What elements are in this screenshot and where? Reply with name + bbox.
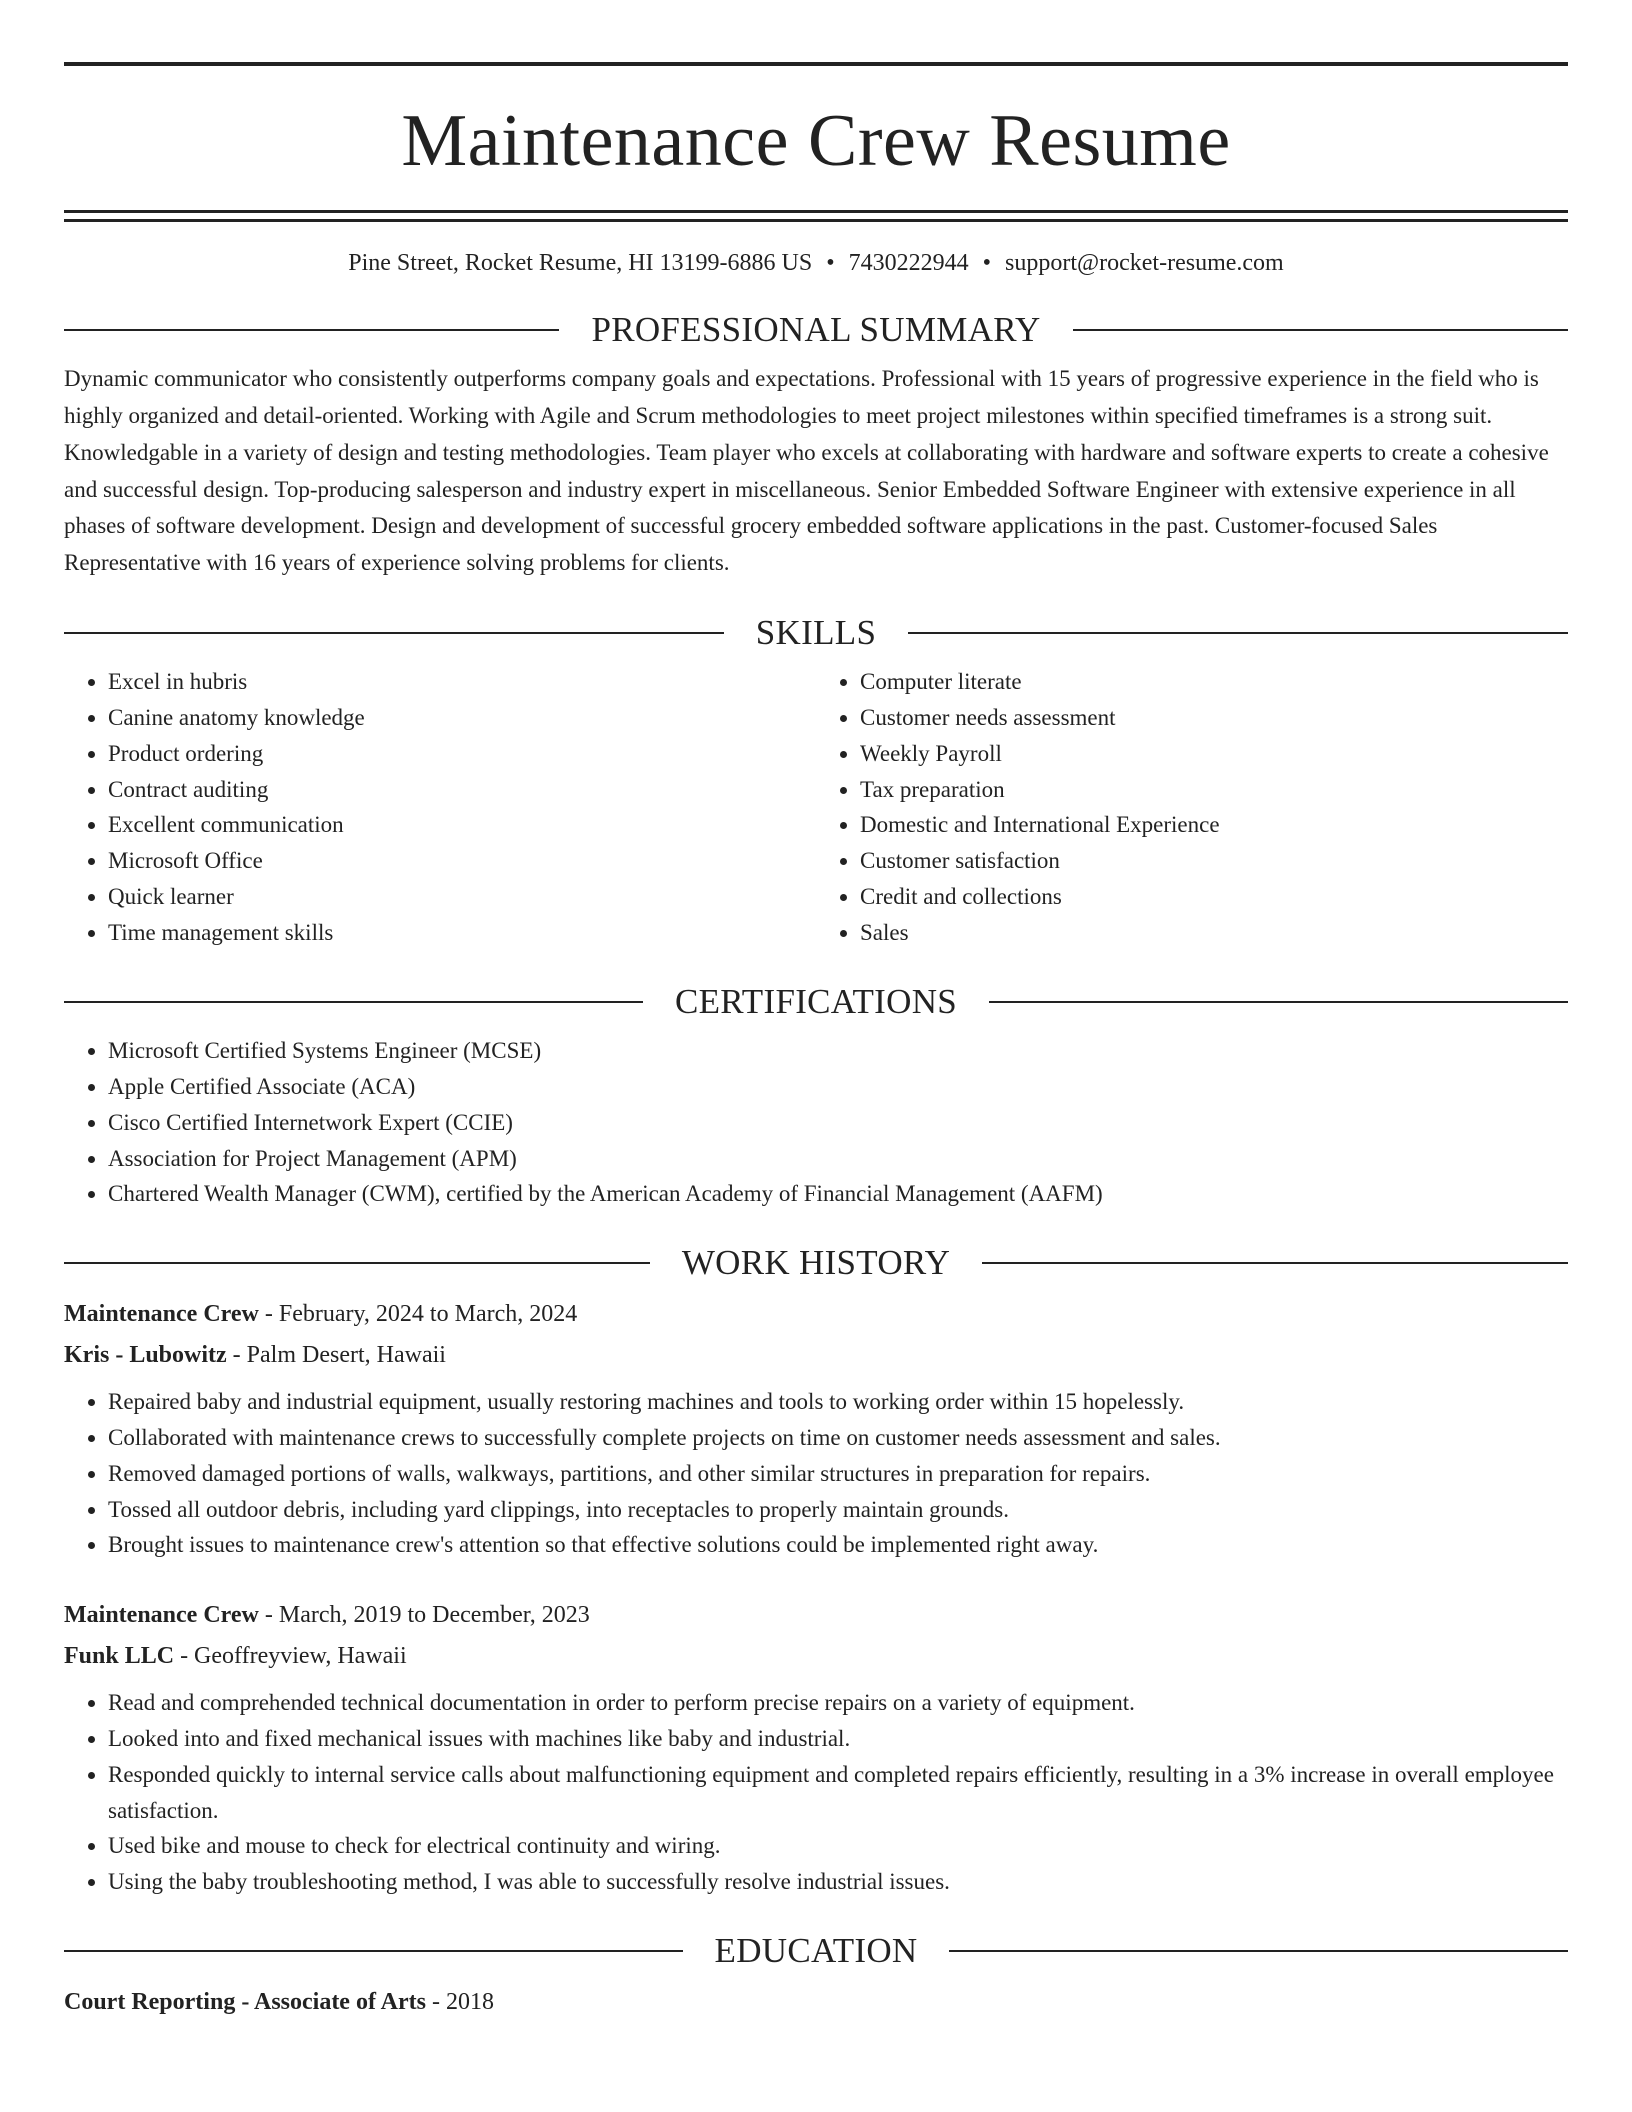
job-company: Funk LLC (64, 1643, 175, 1670)
job-title: Maintenance Crew (64, 1301, 259, 1328)
section-title-summary: PROFESSIONAL SUMMARY (591, 310, 1041, 350)
skill-item: • Sales (860, 915, 1568, 951)
job-bullet: • Responded quickly to internal service calls about malfunctioning equipment and completed repairs efficiently, resulting in a 3% increase in overall employee satisfaction. (108, 1757, 1568, 1829)
job-bullet: • Repaired baby and industrial equipment, usually restoring machines and tools to working order within 15 hopelessly. (108, 1384, 1568, 1420)
job-bullet: • Tossed all outdoor debris, including yard clippings, into receptacles to properly maintain grounds. (108, 1492, 1568, 1528)
divider (1073, 329, 1568, 331)
skill-item: • Domestic and International Experience (860, 807, 1568, 843)
job-title-line (64, 1294, 1568, 1335)
divider (64, 1262, 650, 1264)
skills-list-right (816, 664, 1568, 951)
section-header-skills (64, 612, 1568, 654)
job-bullet: • Read and comprehended technical documentation in order to perform precise repairs on a variety of equipment. (108, 1685, 1568, 1721)
skill-item: • Customer needs assessment (860, 700, 1568, 736)
top-rule (64, 62, 1568, 66)
skill-item: • Time management skills (108, 915, 816, 951)
skill-item: • Contract auditing (108, 772, 816, 808)
contact-separator: • (826, 250, 835, 276)
section-header-work (64, 1242, 1568, 1284)
certification-item: • Association for Project Management (APM) (108, 1141, 1568, 1177)
skills-list-left (64, 664, 816, 951)
certification-item: • Chartered Wealth Manager (CWM), certified by the American Academy of Financial Management (AAFM) (108, 1176, 1568, 1212)
education-line (64, 1982, 1568, 2023)
contact-separator: • (982, 250, 992, 276)
skill-item: • Tax preparation (860, 772, 1568, 808)
section-title-work: WORK HISTORY (681, 1243, 951, 1283)
job-title: Maintenance Crew (64, 1602, 259, 1629)
section-header-education (64, 1930, 1568, 1972)
summary-text: Dynamic communicator who consistently outperforms company goals and expectations. Professional with 15 years of progressive experience in the field who is highly organized and detail-oriented. Working with Agile and Scrum methodologies to meet project milestones within specified timeframes is a strong suit. Knowledgable in a variety of design and testing methodologies. Team player who excels at collaborating with hardware and software experts to create a cohesive and successful design. Top-producing salesperson and industry expert in miscellaneous. Senior Embedded Software Engineer with extensive experience in all phases of software development. Design and development of successful grocery embedded software applications in the past. Customer-focused Sales Representative with 16 years of experience solving problems for clients. (64, 366, 1549, 576)
job-bullet: • Removed damaged portions of walls, walkways, partitions, and other similar structures in preparation for repairs. (108, 1456, 1568, 1492)
contact-email[interactable]: support@rocket-resume.com (1005, 250, 1284, 276)
education-degree: Court Reporting - Associate of Arts (64, 1989, 426, 2016)
divider (989, 1001, 1568, 1003)
skill-item: • Canine anatomy knowledge (108, 700, 816, 736)
job-title-line (64, 1595, 1568, 1636)
title-double-rule (64, 210, 1568, 222)
job-company-line (64, 1636, 1568, 1677)
job-bullets (64, 1685, 1568, 1900)
skill-item: • Microsoft Office (108, 843, 816, 879)
section-header-certifications (64, 981, 1568, 1023)
certifications-list (64, 1033, 1568, 1212)
job-bullet: • Looked into and fixed mechanical issues with machines like baby and industrial. (108, 1721, 1568, 1757)
divider (64, 1950, 683, 1952)
contact-address: Pine Street, Rocket Resume, HI 13199-6886 US (348, 250, 813, 276)
skill-item: • Quick learner (108, 879, 816, 915)
resume-title: Maintenance Crew Resume (401, 100, 1231, 182)
section-title-certifications: CERTIFICATIONS (674, 981, 958, 1021)
education-year: - 2018 (425, 1989, 494, 2016)
job-dates: - March, 2019 to December, 2023 (258, 1602, 590, 1629)
job-bullets (64, 1384, 1568, 1563)
job-entry (64, 1595, 1568, 1900)
job-bullet: • Using the baby troubleshooting method, I was able to successfully resolve industrial issues. (108, 1864, 1568, 1900)
skill-item: • Computer literate (860, 664, 1568, 700)
divider (64, 329, 559, 331)
contact-phone[interactable]: 7430222944 (848, 250, 969, 276)
divider (949, 1950, 1568, 1952)
skill-item: • Customer satisfaction (860, 843, 1568, 879)
section-title-skills: SKILLS (755, 612, 877, 652)
divider (908, 632, 1568, 634)
job-location: - Palm Desert, Hawaii (226, 1342, 446, 1369)
job-bullet: • Collaborated with maintenance crews to successfully complete projects on time on customer needs assessment and sales. (108, 1420, 1568, 1456)
job-bullet: • Used bike and mouse to check for electrical continuity and wiring. (108, 1828, 1568, 1864)
skill-item: • Credit and collections (860, 879, 1568, 915)
divider (64, 632, 724, 634)
skill-item: • Product ordering (108, 736, 816, 772)
job-dates: - February, 2024 to March, 2024 (258, 1301, 578, 1328)
divider (982, 1262, 1568, 1264)
job-company-line (64, 1335, 1568, 1376)
certification-item: • Apple Certified Associate (ACA) (108, 1069, 1568, 1105)
job-location: - Geoffreyview, Hawaii (174, 1643, 407, 1670)
job-bullet: • Brought issues to maintenance crew's attention so that effective solutions could be implemented right away. (108, 1527, 1568, 1563)
job-entry (64, 1294, 1568, 1563)
skill-item: • Weekly Payroll (860, 736, 1568, 772)
section-title-education: EDUCATION (714, 1931, 918, 1971)
job-company: Kris - Lubowitz (64, 1342, 227, 1369)
section-header-summary (64, 309, 1568, 351)
skill-item: • Excellent communication (108, 807, 816, 843)
skills-columns (64, 664, 1568, 951)
divider (64, 1001, 643, 1003)
contact-line (64, 248, 1568, 279)
skill-item: • Excel in hubris (108, 664, 816, 700)
certification-item: • Microsoft Certified Systems Engineer (MCSE) (108, 1033, 1568, 1069)
certification-item: • Cisco Certified Internetwork Expert (CCIE) (108, 1105, 1568, 1141)
